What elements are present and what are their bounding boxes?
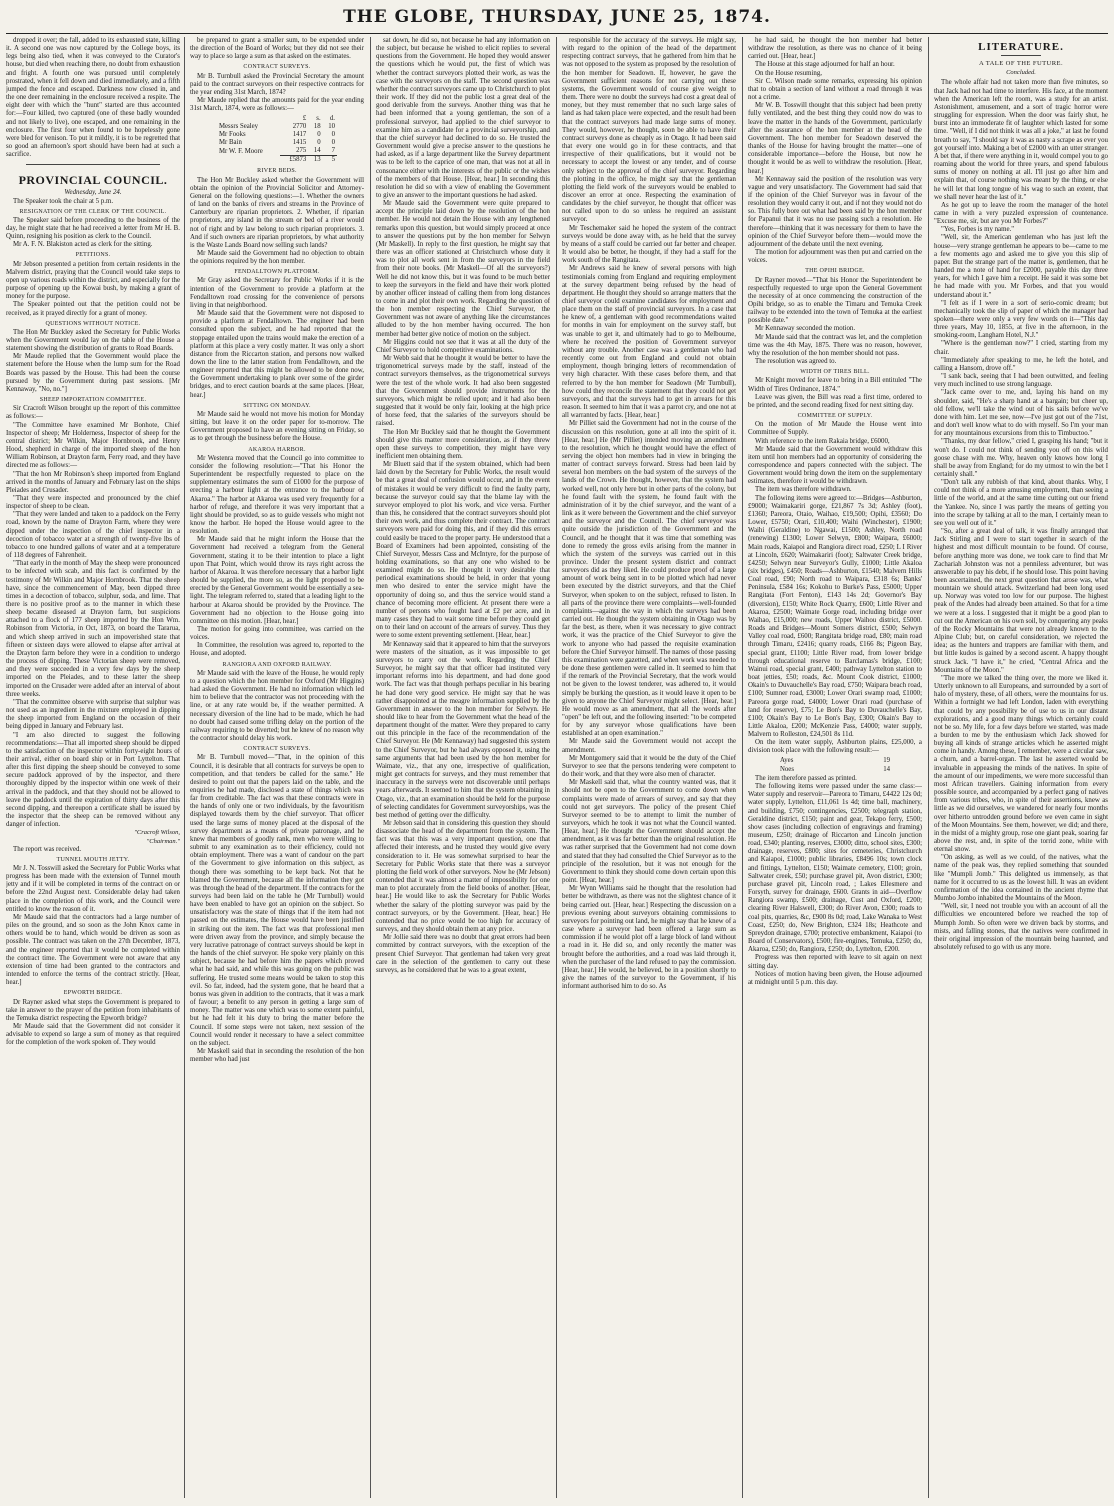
paragraph: "On asking, as well as we could, of the natives, what the name of the peak was, they replied something that sounded like "Mumpli Jomb." This delighted us immensely, as that name for it occurred to us as the lowest hill. It was an evident confirmation of the idea contained in the ancient rhyme that Mumbo Jombo inhabited the Mountains of the Moon. [934, 854, 1108, 903]
table-cell: 2770 [292, 123, 307, 131]
paragraph: Mr Jollie said there was no doubt that great errors had been committed by contract surveyors, with the exception of the present Chief Surveyor. That gentleman had taken very great care in the selection of the gentlemen to carry out these surveys, as he considered that he was to a great extent, [376, 934, 550, 974]
paragraph: Mr Maude said that he might inform the House that the Government had received a telegram from the General Government, stating it to be their intention to place a light upon That Point, which would throw its rays right across the harbor of Akaroa. It was therefore necessary that a harbor light should be supplied, the more so, as the light proposed to be erected by the General Government would be essentially a sea-light. The telegram referred to, stated that a leading light to the harbour at Akaroa should be provided by the Province. The Government had no objection to the House going into committee on this motion. [Hear, hear.] [190, 536, 364, 625]
table-cell: 1415 [292, 139, 307, 147]
column-3 [376, 37, 550, 1500]
subheading: FENDALLTOWN PLATFORM. [234, 269, 320, 276]
paragraph: Mr J. N. Tosswill asked the Secretary for Public Works what progress has been made with the extension of Tunnel mouth jetty and if it will be completed in terms of the contract on or before the 22nd August next. Considerable delay had taken place in the completion of this work, and the Council were entitled to know the reason of it. [6, 865, 180, 913]
paragraph: Mr B. Turnbull asked the Provincial Secretary the amount paid to the contract surveyors on their respective contracts for the year ending 31st March, 1874? [190, 72, 364, 96]
table-header-cell: £ [302, 115, 307, 123]
signature-name: "Cracroft Wilson, [134, 829, 180, 837]
paragraph: On the item water supply, Ashburton plains, £25,000, a division took place with the following result:— [748, 739, 922, 755]
paragraph: Dr Rayner moved—"That his Honor the Superintendent be respectfully requested to urge upon the General Government the necessity of at once commencing the construction of the Opihi bridge, so as to enable the Timaru and Temuka Creek railway to be extended into the town of Temuka at the earliest possible date." [748, 276, 922, 325]
table-header-row [217, 115, 337, 123]
paragraph: Sir C. Wilson made some remarks, expressing his opinion that to obtain a section of land without a road through it was not a crime. [748, 77, 922, 102]
paragraph: Mr Maude said that the Government would withdraw this item until hon members had an opportunity of considering the correspondence and papers connected with the subject. The Government would bring down the item on the supplementary estimates, therefore it would be withdrawn. [748, 445, 922, 486]
paragraph: be prepared to grant a smaller sum, to be expended under the direction of the Board of Works; but they did not see their way to place so large a sum as that asked on the estimates. [190, 37, 364, 61]
paragraph: The whole affair had not taken more than five minutes, so that Jack had not had time to interfere. His face, at the moment when the American left the room, was a study for an artist. Astonishment, amusement, and a sort of tragic horror were struggling for expression. When the door was fairly shut, he burst into an immoderate fit of laughter which lasted for some time. "Well, if I did not think it was all a joke," at last he found breath to say, "I should say it was as nasty a scrape as ever you got yourself into. Making a bet of £2000 with an utter stranger. A bet that, if there were anything in it, would compel you to go roaming about the world for three years, and spend fabulous sums of money on nothing at all. I'll just go after him and explain that, of course nothing was meant by the thing, or else he will let that long tongue of his wag to such an extent, that we shall never hear the last of it." [934, 79, 1108, 201]
subheading: COMMITTEE OF SUPPLY. [797, 413, 873, 420]
paragraph: "Thanks, my dear fellow," cried I, grasping his hand; "but it won't do. I could not think of sending you off on this wild goose chase with me. Why, heaven only knows how long I shall be away from England; for do my utmost to win the bet I certainly shall." [934, 438, 1108, 478]
table-total-cell: £5873 [280, 156, 308, 165]
signature-title: "Chairman." [146, 837, 180, 845]
paragraph: On the House resuming, [755, 69, 822, 77]
paragraph: Mr Maude said that the contract was let, and the completion time was the 4th May, 1875. There was no reason, however, why the resolution of the hon member should not pass. [748, 333, 922, 357]
paragraph: Progress was then reported with leave to sit again on next sitting day. [748, 954, 922, 970]
table-cell: 0 [331, 139, 335, 147]
paragraph: dropped it over; the fall, added to its exhausted state, killing it. A second one was now captured by the College boys, its legs being also tied, when it was conveyed to the Curator's house, but died when reaching there, no doubt from exhaustion and fright. A fourth one was pursued until completely prostrated, when it fell down and died immediately, and a fifth jumped the fence and escaped. Darkness now closed in, and the one deer remaining in the enclosure received a respite. The eight deer with which the "hunt" started are thus accounted for:—Four killed, two captured (one of these badly wounded and not likely to live), one escaped, and one remaining in the enclosure. The first four when found to be hopelessly gone were bled for venison. To put it mildly, it is to be regretted that so good an afternoon's sport should have been had at such a sacrifice. [6, 37, 180, 159]
subheading: TUNNEL MOUTH JETTY. [56, 856, 130, 863]
paragraph: The item therefore passed as printed. [755, 774, 857, 782]
divider [1001, 55, 1041, 56]
paragraph: The report was received. [13, 845, 82, 853]
paragraph: Mr B. Turnbull moved—"That, in the opinion of this Council, it is desirable that all contracts for surveys be open to competition, and that tenders be called for the same." He desired to point out that the papers laid on the table, and the enquiries he had made, disclosed a state of things which was far from creditable. The fact was that these contracts were in the hands of only one or two individuals, by the favouritism displayed towards them by the chief surveyor. That officer used the large sums of money placed at the disposal of the survey department as a means of private patronage, and he knew that members of goodly rank, men who were willing to submit to any examination as to their efficiency, could not obtain employment. There was a want of candour on the part of the Government to give information on this subject, as though there was something to be kept back. Not that he blamed the Government, because all the information they got was through the head of the department. If the contracts for the surveys had been laid on the table he (Mr Turnbull) would have been enabled to have got an opinion on the subject. So unsatisfactory was the state of things that if the item had not passed on the estimates, the House would have been justified in striking out the item. The fact was that professional men were driven away from the province, and simply because the very lucrative patronage of contract surveys should be kept in the hands of the chief surveyor. He spoke very plainly on this subject, because he had before him the papers which proved what he had said, and while this was going on the public was suffering. He trusted some means would be taken to stop this evil. So far, indeed, had the system gone, that he heard that a bonus was given in addition to the contracts, that it was a mark of favour; a benefit to any person in getting a large sum of money. The matter was one which was to some extent painful, but he had felt it his duty to bring the matter before the Council. If some steps were not taken, next session of the Council would render it necessary to have a select committee on the subject. [190, 754, 364, 1047]
paragraph: Mr Maude said that the Government did not consider it advisable to expend so large a sum of money as that required for the completion of the work spoken of. They would [6, 1022, 180, 1047]
table-cell: 0 [331, 131, 335, 139]
subheading: CONTRACT SURVEYS. [243, 746, 311, 753]
table-cell: 0 [317, 139, 321, 147]
section-title: PROVINCIAL COUNCIL. [18, 173, 168, 188]
paragraph: Mr Kennaway said the position of the resolution was very vague and very unsatisfactory. The Government had said that if the opinion of the Chief Surveyor was in favour of the resolution they would carry it out, and if not they would not do so. This fully bore out what had been said by the hon member for Papanui that it was no use passing such a resolution. He therefore—thinking that it was necessary for them to have the opinion of the Chief Surveyor before them—would move the adjournment of the debate until the next evening. [748, 175, 922, 248]
paragraph: Mr A. F. N. Blakiston acted as clerk for the sitting. [13, 241, 153, 249]
story-title: A TALE OF THE FUTURE. [978, 60, 1063, 68]
paragraph: Mr Wynn Williams said he thought that the resolution had better be withdrawn, as there was not the slightest chance of it being carried out. [Hear, hear.] Respecting the discussion on a previous evening about surveyors obtaining commissions to surveyors for pointing out land, he might say that he knew of a case where a surveyor had been offered a large sum as commission if he would plot off a large block of land without a road in it. He did so, and only recently the matter was brought before the authorities, and a road was laid through it, when the purchaser of the land refused to pay the commission. [Hear, hear.] He would, he believed, be in a position shortly to give the names of the surveyor to the Government, if his informant authorised him to do so. As [562, 885, 736, 991]
subheading: AKAROA HARBOR. [248, 446, 306, 453]
table-header-cell: d. [329, 115, 335, 123]
division-noes [780, 766, 890, 774]
paragraph: Mr Maude replied that the Government would place the statement before the House when the lump sum for the Road Boards was passed by the House. This had been the course pursued by the Government during past sessions. [Mr Kennaway, "No, no."] [6, 353, 180, 393]
paragraph: Mr Gray asked the Secretary for Public Works if it is the intention of the Government to provide a platform at the Fendalltown road crossing for the convenience of persons living in that neighborhood. [190, 277, 364, 309]
table-cell: 10 [328, 123, 335, 131]
table-row [217, 131, 337, 139]
subheading: SITTING ON MONDAY. [243, 402, 311, 409]
subheading: QUESTIONS WITHOUT NOTICE. [45, 320, 141, 327]
paragraph: Mr Jebson said that in considering this question they should disassociate the head of the department from the system. The fact was that this was a very important question, one that affected their interests, and he trusted they would give every consideration to it. He was somewhat surprised to hear the Secretary for Public Works state that there was a surveyor plotting the field work of other surveyors. Now he (Mr Jebson) contended that it was almost a matter of impossibility for one man to plot accurately from the field books of another. [Hear, hear.] He would like to ask the Secretary for Public Works whether the salary of the plotting surveyor was paid by the contract surveyors, or by the Government. [Hear, hear.] He contended that no price would be too high for accuracy of surveys, and they should obtain them at any price. [376, 820, 550, 934]
paragraph: Mr Maude said he would not move his motion for Monday sitting, but leave it on the order paper for to-morrow. The Government proposed to have an evening sitting on Friday, so as to get through the business before the House. [190, 410, 364, 443]
subheading: RANGIORA AND OXFORD RAILWAY. [222, 661, 332, 668]
paragraph: "Well, sir, I need not trouble you with an account of all the difficulties we encountered before we reached the top of Mumph Jomb. So often were we driven back by storms, and mists, and falling stones, that the natives were confirmed in their original impression of the mountain being haunted, and absolutely refused to go with us any more. [934, 903, 1108, 952]
paragraph: The item was therefore withdrawn. [755, 486, 852, 494]
column-5 [748, 37, 922, 1500]
paragraph: Mr Pilliet said the Government had not in the course of the discussion on this resolution, gone at all into the spirit of it. [Hear, hear.] He (Mr Pilliet) intended moving an amendment to the resolution, which he thought would have the effect of serving the object hon members had in view in bringing the matter of contract surveys forward. Stress had been laid by several hon members on the bad system of the surveys of the lands of the Crown. He thought, however, that the system had worked well, not only here but in other parts of the colony, but he found fault with the system, he found fault with the administration of it by the chief surveyor, and the want of a link as it were between the Government and the chief surveyor and the surveyor and the Council. The chief surveyor was quite outside the jurisdiction of the Government and the Council, and he thought that it was time that something was done to remedy the gross evils arising from the manner in which the system of the surveys was carried out in this province. Under the present system district and contract surveyors did as they liked. He could produce proof of a large amount of work being sent in to be plotted which had never been executed by the district surveyors, and that the Chief Surveyor, when spoken to on the subject, refused to listen. In all parts of the province there were complaints—well-founded complaints—against the way in which the surveys had been carried out. He thought the system obtaining in Otago was by far the best, as there, when it was necessary to give contract work, it was the practice of the Chief Surveyor to give the work to anyone who had passed the requisite examination before the Chief Surveyor himself. The names of those passing this examination were gazetted, and when work was needed to be done these gentlemen were called in. It seemed to him that if the remark of the Provincial Secretary, that the work would not be given to the lowest tenderer, was adhered to, it would simply be burking the question, as it would leave it open to be given to anyone the Chief Surveyor might select. [Hear, hear.] He would move as an amendment, that all the words after "open" be left out, and the following inserted: "to be competed for by any surveyor whose qualifications have been established at an open examination." [562, 420, 736, 738]
paragraph: responsible for the accuracy of the surveys. He might say, with regard to the opinion of the head of the department respecting contract surveys, that he gathered from him that he was not opposed to the system as proposed by the resolution of the hon member for Seadown. If, however, he gave the Government sufficient reasons for not carrying out these systems, the Government would of course give weight to them. There were no doubt the surveys had cost a great deal of money, but they must remember that no such large sales of land as had taken place were expected, and the result had been that the contract surveyors had made large sums of money. They would, however, he thought, soon be able to have their contract surveys done as cheaply as in Otago. It had been said that every one would go in for these contracts, and that irrespective of their qualifications, but it would not be necessary to accept the lowest or any tender, and of course only subject to the approval of the chief surveyor. Regarding the plotting in the office, he might say that the gentleman plotting the field work of the surveyors would be enabled to discover an error at once. Respecting the examination of candidates by the chief surveyor, he thought that officer was not called upon to do so unless he required an assistant surveyor. [562, 37, 736, 224]
paragraph: "That early in the month of May the sheep were pronounced to be infected with scab, and this fact is confirmed by the testimony of Mr Wilkin and Major Hornbrook. That the sheep have, since the commencement of May, been dipped three times in a decoction of tobacco, sulphur, soda, and lime. That there is no positive proof as to the manner in which these sheep became diseased at Drayton farm, but suspicions attached to a flock of 177 sheep imported by the Hon Wm. Robinson from Victoria, in Oct, 1873, on board the Tararua, and which sheep arrived in such an impoverished state that fifteen or sixteen days were allowed to elapse after arrival at the Drayton farm before they were in a condition to undergo the process of dipping. These Victorian sheep were removed, and they were succeeded in a very few days by the sheep imported on the Pleiades, and to these latter the sheep imported on the Crusader were added after an interval of about three weeks. [6, 560, 180, 698]
column-rule [928, 37, 929, 1498]
table-cell: 7 [331, 147, 335, 155]
paragraph: Mr Maude said the Government were quite prepared to accept the principle laid down by the resolution of the hon member. He would not detain the House with any lengthened remarks upon this question, but would simply proceed at once to answer the questions put by the hon member for Selwyn (Mr Maskell). In reply to the first question, he might say that there was an officer stationed at Christchurch whose duty it was to plot all work sent in from the surveyors in the field from their note books. (Mr Maskell—Of all the surveyors?) Well he did not know this, but it was found to be much better to keep the surveyors in the field and have their work plotted by another officer instead of calling them from long distances to come in and plot their own work. Regarding the question of the hon member respecting the Chief Surveyor, the Government was not aware of anything like the circumstances alluded to by the hon member having occurred. The hon member had better give notice of motion on the subject. [376, 200, 550, 338]
paragraph: Mr Webb said that he thought it would be better to have the trigonometrical surveys made by the staff, instead of the contract surveyors themselves, as the trigonometrical surveys were the test of the whole work. It had also been suggested that the Government should provide instruments for the surveyors, which might be relied upon; and it had also been suggested that it would be only fair, looking at the high price of horse feed, that the salaries of the surveyors should be raised. [376, 355, 550, 428]
ayes-label: Ayes [780, 756, 794, 764]
paragraph: "So, after a great deal of talk, it was finally arranged that Jack Stirling and I were to start together in search of the highest and most difficult mountain to be found. Of course, before anything more was done, we took care to find that Mr Zachariah Johnston was not a penniless adventurer, but was answerable to pay his debt, if he should lose. This point having been ascertained, the next great question that arose was, what mountain we should attack. Switzerland had been long used up. Norway was voted too low for our purpose. The highest peak of the Andes had already been attained. So that for a time we were at a loss. I suggested that it might be a good plan to cut out the American on his own soil, by conquering any peaks of the Rocky Mountains that were not already known to the Alpine Club; but, on careful consideration, we rejected the idea; as the hunters and trappers are familiar with them, and but little kudos is gained by a second ascent. A happy thought struck Jack. "I have it," he cried, "Central Africa and the Mountains of the Moon." [934, 528, 1108, 674]
table-cell: Mr Bain [219, 139, 242, 147]
noes-value: 14 [883, 765, 890, 773]
table-cell: 1417 [292, 131, 307, 139]
table-total-cell: 13 [308, 156, 322, 165]
paragraph: "That the hon Mr Robinson's sheep imported from England arrived in the months of January and February last on the ships Pleiades and Crusader. [6, 470, 180, 494]
subheading: SHEEP IMPORTATION COMMITTEE. [39, 397, 147, 404]
subheading: CONTRACT SURVEYS. [243, 64, 311, 71]
paragraph: "Well, sir, the American gentleman who has just left the house—very strange gentleman he appears to be—came to me a few moments ago and asked me to give you this slip of paper. But the strange part of the matter is, gentlemen, that he handed me a note of hand for £2000, payable this day three years, for which I gave him a receipt. He said it was some bet he had made with you. Mr Forbes, and that you would understand about it." [934, 234, 1108, 299]
paragraph: Mr Maskell said that in seconding the resolution of the hon member who had just [190, 1047, 364, 1064]
paragraph: Mr Kennaway seconded the motion. [755, 325, 856, 333]
paragraph: "The more we talked the thing over, the more we liked it. Utterly unknown to all Europeans, and surrounded by a sort of halo of mystery, these, of all others, were the mountains for us. Within a fortnight we had left London, laden with everything that could by any possibility be of use to us in our distant explorations, and a good many things which certainly could not be so. My life, for a few days before we started, was made a burden to me by the enthusiasm which Jack showed for buying all kinds of strange articles which he asserted might come in handy. Among these, I remember, were a circular saw, a churn, and a barrel-organ. The last he asserted would be invaluable in appeasing the minds of the natives. In spite of the amount of our impediments, we were more successful than most African travellers. Gaining information from every possible source, and accompanied by a perfect gang of natives from various tribes, who, in spite of their assertions, knew as little as we did ourselves, we wandered for nearly four months over hitherto untrodden ground before we even came in sight of the Moon Mountains. See them, however, we did; and there, in the midst of a mighty group, rose one giant peak, soaring far above the rest, and, in spite of the torrid zone, white with eternal snow. [934, 674, 1108, 854]
table-header-cell: s. [316, 115, 321, 123]
paragraph: With reference to the item Rakaia bridge, £6000, [755, 437, 890, 445]
column-rule [370, 37, 371, 1498]
subheading: WIDTH OF TIRES BILL. [800, 369, 870, 376]
paragraph: Mr Andrews said he knew of several persons with high testimonials coming from England and requiring employment at the survey department being refused by the head of department. He thought they should so arrange matters that the chief surveyor could examine candidates for employment and place them on the staff of provincial surveyors. In a case that he knew of, a gentleman with good recommendations waited for months in vain for employment on the survey staff, but was unable to get it, and ultimately had to go to Melbourne, where he received the position of Government surveyor without any trouble. Another case was a gentleman who had recently come out from England and could not obtain employment, though bringing letters of recommendation of very high character. With these cases before them, and that referred to by the hon member for Seadown (Mr Turnbull), how could they reconcile the statement that they could not get surveyors, and that the surveys had to get in arrears for this reason. It seemed to him that it was a parrot cry, and one not at all warranted by facts. [Hear, hear.] [562, 265, 736, 420]
paragraph: The following items were agreed to:—Bridges—Ashburton, £9000; Waimakariri gorge, £21,867 7s 3d; Ashley (foot), £1360; Pareora, Otaio, Waihao, £19,500; Opihi, £3560; Do Lower, £5750; Orari, £10,400; Waihi (Winchester), £1900; Waihi (Geraldine) to Ngawai, £1500; Ashley, North road (renewing) £1300; Lower Selwyn, £800; Waipara, £6000; Main roads, Kaiapoi and Rangiora direct road, £250; L I River at Lincoln, £620; Waimakariri (foot); Saltwater Creek bridge, £4250; Selwyn near Surveyor's Gully, £1000; Little Akaloa (six bridges), £450; Roads—Ashburton, £1540; Malvern Hills Coal road, £90; North road to Waipara, £318 6s; Banks' Peninsula, £584 16s; Kokohu to Burke's Pass, £5000; Upper Rangitata (Fort Fenton), £143 14s 2d; Governor's Bay (diversion), £150; White Rock Quarry, £600; Little River and Akaroa, £2500; Waimate Gorge road, including bridge over Waihao, £15,000; new roads, Upper Waihou district, £5000. Roads and Bridges—Mount Somers district, £500; Selwyn Valley coal road, £600; Rangitata bridge road, £80; main road through Timaru, £2416; quarry roads, £166 8s; Pigeon Bay, special grant, £1100; Little River road, from lower bridge through educational reserve to Barclamas's bridge, £100; Wainui road, special grant, £400; pathway Lyttelton station to boat jetties, £50; roads, &c. Mount Cook district, £1000; Okain's to Duvauchelle's Bay road, £750; Waipara beach road, £100; Sumner road, £3000; Lower Orari swamp road, £1000; Pareora gorge road, £4000; Lower Orari road (purchase of land for reserve), £75; Le Bon's Bay to Duvauchelle's Bay, £100; Okain's Bay to Le Bon's Bay, £300; Okain's Bay to Little Akaloa, £200; McKenzie Pass, £4000; water supply, Malvern to Rolleston, £24,501 8s 11d. [748, 494, 922, 739]
paragraph: The Hon Mr Buckley asked whether the Government will obtain the opinion of the Provincial Solicitor and Attorney-General on the following questions:—1. Whether the owners of land on the banks of rivers and streams in the Province of Canterbury are riparian proprietors. 2. Whether, if riparian proprietors, any island in the stream or bed of a river would not of right and by law belong to such riparian proprietors. 3. And if such owners are riparian proprietors, by what authority is the Waste Lands Board now selling such lands? [190, 176, 364, 249]
paragraph: The Speaker took the chair at 5 p.m. [13, 197, 114, 205]
column-4 [562, 37, 736, 1500]
table-cell: 14 [313, 147, 321, 155]
column-2 [190, 37, 364, 1500]
column-rule [742, 37, 743, 1498]
paragraph: he had said, he thought the hon member had better withdraw the resolution, as there was no chance of it being carried out. [Hear, hear.] [748, 37, 922, 61]
paragraph: Notices of motion having been given, the House adjourned at midnight until 5 p.m. this day. [748, 970, 922, 986]
paragraph: "Yes, Forbes is my name." [941, 226, 1015, 234]
table-cell: Mr W. F. Moore [219, 147, 263, 155]
paragraph: Mr W. B. Tosswill thought that this subject had been pretty fully ventilated, and the best thing they could now do was to leave the matter in the hands of the Government, particularly after the assurance of the hon member at the head of the Government. The hon member for Seadown deserved the thanks of the House for having brought the matter—one of considerable importance—before the House, but now he thought it would be as well to withdraw the resolution. [Hear, hear.] [748, 102, 922, 175]
paragraph: sat down, he did so, not because he had any information on the subject, but because he wished to elicit replies to several questions from the Government. He hoped they would answer the questions which he would put, the first of which was whether the contract surveyors plotted their work, as was the case with the surveyors on the staff. The second question was whether the contract surveyors came up to Christchurch to plot their work. If they did not the public lost a great deal of the good derivable from the surveys. Another thing was that he had been informed that a young gentleman, the son of a professional surveyor, had applied to the chief surveyor to examine him as a candidate for a provincial surveyorship, and that the chief surveyor had declined to do so. He trusted the Government would give a precise answer to the questions he had asked, as if a large department like the Survey department was to be left to the caprice of one man, that was not at all in consonance either with the interests of the public or the wishes of the members of that House. [Hear, hear.] In seconding this resolution he did so with a view of enabling the Government to give an answer to the important questions he had asked. [376, 37, 550, 199]
paragraph: Mr Bluett said that if the system obtained, which had been laid down by the Secretary for Public Works, the result would be that a great deal of confusion would occur, and in the event of mistakes it would be very difficult to find the faulty party, because the surveyor could say that the blame lay with the surveyor employed to plot his work, and vice versa. Further than this, he considered that the contract surveyors should plot their own work, and thus complete their contract. The contract surveyors were paid for doing this, and if they did this errors could easily be traced to the proper party. He understood that a Board of Examiners had been appointed, consisting of the Chief Surveyor, Messrs Cass and McIntyre, for the purpose of holding examinations, so that any one who wished to be examined might do so. He thought it very desirable that periodical examinations should be held, in order that young men who desired to enter the service might have the opportunity of doing so, and thus the service would stand a chance of becoming more efficient. At present there were a number of persons who fought hard at £2 per acre, and in many cases they had to wait some time before they could get on to their land on account of the arrears of survey. Thus they were to some extent preventing settlement. [Hear, hear.] [376, 461, 550, 640]
paragraph: "I felt as if I were in a sort of serio-comic dream; but mechanically took the slip of paper of which the manager had spoken—there were only a very few words on it—"This day three years, May 10, 1855, at five in the afternoon, in the smoking-room, Langham Hotel, N.J." [934, 299, 1108, 340]
table-cell: 275 [296, 147, 307, 155]
paragraph: "That they were landed and taken to a paddock on the Ferry road, known by the name of Drayton Farm, where they were dipped under the inspection of the chief inspector in a decoction of tobacco water at a strength of twenty-five lbs of tobacco to one hundred gallons of water and at a temperature of 118 degrees of Fahrenheit. [6, 511, 180, 560]
paragraph: Sir Cracroft Wilson brought up the report of this committee as follows:— [6, 405, 180, 421]
paragraph: "The Committee have examined Mr Bonhote, Chief Inspector of sheep; Mr Holderness, Inspector of sheep for the central district; Mr Wilkin, Major Hornbrook, and Henry Hood, shepherd in charge of the imported sheep of the hon William Robinson, at Drayton farm, Ferry road, and they have directed me as follows:— [6, 421, 180, 470]
dateline: Wednesday, June 24. [64, 189, 122, 197]
paragraph: On the motion of Mr Maude the House went into Committee of Supply. [748, 421, 922, 437]
paragraph: Mr Knight moved for leave to bring in a Bill entituled "The Width of Tires Ordinance, 1874." [748, 377, 922, 393]
paragraph: The Hon Mr Buckley said that he thought the Government should give this matter more consideration, as if they threw open these surveys to competition, they might have very inefficient men obtaining them. [376, 428, 550, 460]
paragraph: Mr Westenra moved that the Council go into committee to consider the following resolution:—"That his Honor the Superintendent be respectfully requested to place on the supplementary estimates the sum of £1000 for the purpose of erecting a harbour light at the entrance to the harbour of Akaroa." The harbor at Akaroa was used very frequently for a harbor of refuge, and therefore it was very important that a light should be provided, so as to guide vessels who might not know the harbor. He hoped the House would agree to the resolution. [190, 454, 364, 536]
paragraph: Mr Kennaway said that it appeared to him that the surveyors were masters of the situation, as it was impossible to get surveyors to carry out the work. Regarding the Chief Surveyor, he might say that that officer had instituted very important reforms into his department, and had done good work. The fact was that though perhaps peculiar in his bearing he had done very good service. He might say that he was rather disappointed at the meagre information supplied by the Government in answer to the hon member for Selwyn. He should like to hear from the Government what the head of the department thought of the matter. Were they prepared to carry out this principle in the face of the recommendation of the Chief Surveyor. He (Mr Kennaway) had suggested this system to the Chief Surveyor, but he had always opposed it, using the same arguments that had been used by the hon member for Waimate, viz., that any one, irrespective of qualification, might get contracts for surveys, and they must remember that inaccuracy in the surveys were not discoverable until perhaps years afterwards. It seemed to him that the system obtaining in Otago, viz., that an examination should be held for the purpose of selecting candidates for Government surveyorships, was the best method of getting over the difficulty. [376, 640, 550, 819]
paragraph: "I sank back, seeing that I had been outwitted, and feeling very much inclined to use strong language. [934, 373, 1108, 389]
paragraph: The motion for going into committee, was carried on the voices. [190, 626, 364, 642]
paragraph: "That they were inspected and pronounced by the chief inspector of sheep to be clean. [6, 494, 180, 511]
paragraph: The Hon Mr Buckley asked the Secretary for Public Works when the Government would lay on the table of the House a statement showing the distribution of grants to Road Boards. [6, 328, 180, 353]
ayes-value: 19 [883, 756, 890, 764]
table-row [217, 123, 337, 131]
paragraph: The motion for adjournment was then put and carried on the voices. [748, 249, 922, 265]
paragraph: Mr Maude said that the contractors had a large number of piles on the ground, and so soon as the John Knox came in others would be to hand, which would be driven as soon as possible. The contract was taken on the 27th December, 1873, and the engineer reported that it would be completed within the contract time. The Government were not aware that any extension of time had been granted to the contractors and intended to enforce the terms of the contract strictly. [Hear, hear.] [6, 913, 180, 987]
paragraph: Mr Maude said that the Government were not disposed to provide a platform at Fendalltown. The engineer had been consulted upon the subject, and he had reported that the stoppage entailed upon the trains would make the erection of a platform at this place a very costly matter. It was only a short distance from the Riccarton station, and persons now walked down the line to the latter station from Fendalltown, and the engineer reported that this might be allowed to be done now, the Government undertaking to plank over some of the girder bridges, and to erect caution boards at the same places. [Hear, hear.] [190, 310, 364, 399]
paragraph: Mr Maude said with the leave of the House, he would reply to a question which the hon member for Oxford (Mr Higgins) had asked the Government. He had no information which led him to believe that the contractor was not proceeding with the line, or at any rate would be, if the weather permitted. A necessary diversion of the line had to be made, which he had no doubt had caused some trifling delay on the portion of the railway requiring to be diverted; but he knew of no reason why the contractor should delay his work. [190, 669, 364, 743]
paragraph: The resolution was agreed to. [755, 358, 837, 366]
paragraph: Mr Maskell said that, what the country wanted was, that it should not be open to the Government to come down when complaints were made of arrears of survey, and say that they could not get surveyors. The policy of the present Chief Surveyor seemed to be to attempt to limit the number of surveyors, which he took it was not what the Council wanted. [Hear, hear.] He thought the Government should accept the amendment, as it was far better than the original resolution. He was rather surprised that the Government had not come down and stated that they had consulted the Chief Surveyor as to the principle of the resolution, but it was not enough for the Government to think they should come down certain upon this point. [Hear, hear.] [562, 779, 736, 885]
paragraph: Mr Montgomery said that it would be the duty of the Chief Surveyor to see that the persons tendering were competent to do their work, and that they were also men of character. [562, 754, 736, 779]
table-cell: 18 [313, 123, 321, 131]
paragraph: Mr Higgins could not see that it was at all the duty of the Chief Surveyor to hold competitive examinations. [376, 338, 550, 354]
paragraph: Mr Teschemaker said he hoped the system of the contract surveys would be done away with, as he held that the survey by means of a staff could be carried out far better and cheaper. It would also be better, he thought, if they had a staff for the work south of the Rangitata. [562, 224, 736, 265]
divider [26, 164, 160, 165]
subheading: THE OPIHI BRIDGE. [805, 268, 865, 275]
column-1 [6, 37, 180, 1500]
paragraph: Leave was given, the Bill was read a first time, ordered to be printed, and the second reading fixed for next sitting day. [748, 393, 922, 409]
masthead-rule [6, 33, 1108, 34]
paragraph: Mr Maude said the Government would not accept the amendment. [562, 738, 736, 754]
table-cell: Mr Fooks [219, 131, 246, 139]
paragraph: "Where is the gentleman now?" I cried, starting from my chair. [934, 340, 1108, 356]
paragraph: Mr Jebson presented a petition from certain residents in the Malvern district, praying that the Council would take steps to open up various roads within the district, and especially for the purpose of opening up the Kowai bush, by making a grant of money for the purpose. [6, 260, 180, 301]
paragraph: Mr Maude replied that the amounts paid for the year ending 31st March, 1874, were as follows:— [190, 97, 364, 113]
survey-payments-table [217, 115, 337, 164]
subheading: EPWORTH BRIDGE. [63, 990, 123, 997]
column-rule [556, 37, 557, 1498]
literature-heading: LITERATURE. [978, 41, 1064, 53]
paragraph: In Committee, the resolution was agreed to, reported to the House, and adopted. [190, 642, 364, 658]
column-6 [934, 37, 1108, 1500]
paragraph: The following items were passed under the same class:—Water supply and reservoir—Pareora to Timaru, £4422 12s 0d; water supply, Lyttelton, £11,061 1s 4d; time ball, machinery, and building, £750; contingencies, £2500; telegraph station, Geraldine district, £150; paint and gear, Tekapo ferry, £500; show cases (including collection of engravings and framing) museum, £250; drainage of Riccarton and Lincoln junction road, £340; planting, reserves, £3000; ditto, school sites, £300; drainage, reserves, £800; sites for cemeteries, Christchurch and Kaiapoi, £1000; public libraries, £8496 10s; town clock and fittings, Lyttelton, £150; Waimate cemetery, £100; groin, Saltwater creek, £50; purchase gravel pit, Avon district, £300; purchase gravel pit, Lincoln road, ; Lakes Ellesmere and Forsyth, survey for drainage, £600. Grants in aid—Overflow Rangiora swamp, £500; drainage, Cust and Oxford, £200; clearing River Halswell, £300; do River Avon, £300; roads to coal pits, quarries, &c, £900 8s 0d; road, Lake Wanaka to West Coast, £250; do, New Brighton, £324 18s; Heathcote and Spreydon drainage, £700; protective embankment, Kaiapoi (to Board of Conservators), £500; fire-engines, Temuka, £250; do, Akaroa, £250; do, Rangiora, £250; do, Lyttelton, £200. [748, 783, 922, 954]
table-total-cell: 5 [323, 156, 337, 165]
subheading: RIVER BEDS. [257, 168, 297, 175]
division-ayes [780, 757, 890, 765]
table-cell: 0 [317, 131, 321, 139]
masthead: THE GLOBE, THURSDAY, JUNE 25, 1874. [343, 7, 771, 27]
subheading: RESIGNATION OF THE CLERK OF THE COUNCIL. [19, 208, 167, 215]
noes-label: Noes [780, 765, 794, 773]
column-rule [184, 37, 185, 1498]
paragraph: As he got up to leave the room the manager of the hotel came in with a very puzzled expression of countenance. "Excuse me, sir, but are you Mr Forbes?" [934, 201, 1108, 226]
paragraph: The Speaker pointed out that the petition could not be received, as it prayed directly for a grant of money. [6, 301, 180, 317]
table-cell: Messrs Sealey [219, 123, 259, 131]
paragraph: "Immediately after speaking to me, he left the hotel, and calling a Hansom, drove off." [934, 356, 1108, 372]
paragraph: "Don't talk any rubbish of that kind, about thanks. Why, I could not think of a more amusing employment, than seeing a little of the world, and at the same time cutting out our friend the Yankee. No, since I was partly the means of getting you into the scrape by talking at all to the man, I certainly mean to see you well out of it." [934, 479, 1108, 527]
paragraph: The Speaker said before proceeding to the business of the day, he might state that he had received a letter from Mr H. B. Quinn, resigning his position as clerk to the Council. [6, 216, 180, 241]
paragraph: "Jack came over to me, and, laying his hand on my shoulder, said, "He's a sharp hand at a bargain; but cheer up, old fellow, we'll take the wind out of his sails before we've done with him. Let me see, now—I've just got out of the 71st, and don't well know what to do with myself. So I'm your man for any mountainous excursions from this to Timbuctoo." [934, 389, 1108, 438]
table-row [217, 147, 337, 156]
paragraph: The House at this stage adjourned for half an hour. [755, 61, 895, 69]
paragraph: "That the committee observe with surprise that sulphur was not used as an ingredient in the mixture employed in dipping the sheep imported from England on the occasion of their being dipped in January and February last. [6, 698, 180, 731]
paragraph: Dr Rayner asked what steps the Government is prepared to take in answer to the prayer of the petition from inhabitants of the Temuka district respecting the Epworth bridge? [6, 998, 180, 1022]
table-total-row [217, 156, 337, 165]
paragraph: Mr Maude said the Government had no objection to obtain the opinions required by the hon member. [190, 249, 364, 266]
story-continuation-note: Concluded. [1006, 69, 1036, 77]
paragraph: "I am also directed to suggest the following recommendations:—That all imported sheep should be dipped to the satisfaction of the inspector within forty-eight hours of their arrival, either on board ship or in Port Lyttelton. That after this first dipping the sheep should be conveyed to some secure paddock approved of by the inspector, and there thoroughly dipped by the inspector within one week of their arrival in the paddock, and that they should not be allowed to leave the paddock until the expiration of thirty days after this second dipping, and thereupon a certificate shall be issued by the inspector that the sheep can be removed without any danger of infection. [6, 731, 180, 829]
subheading: PETITIONS. [75, 252, 111, 259]
table-row [217, 139, 337, 147]
